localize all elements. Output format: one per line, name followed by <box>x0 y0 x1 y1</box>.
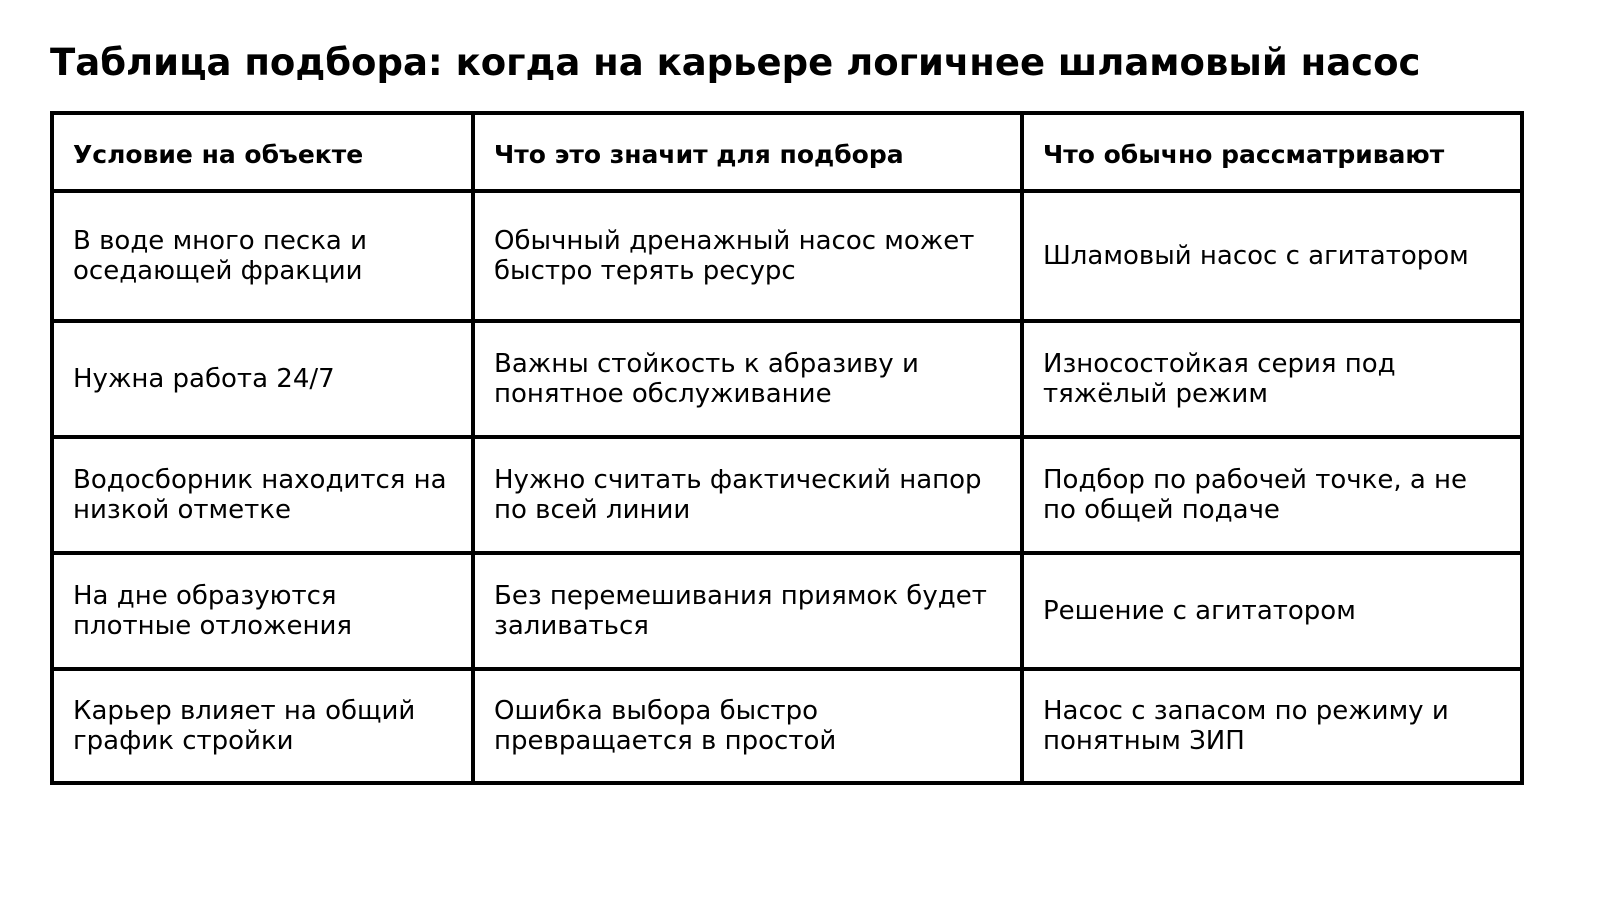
cell-recommendation: Решение с агитатором <box>1022 553 1522 669</box>
header-meaning: Что это значит для подбора <box>473 113 1022 191</box>
cell-recommendation: Насос с запасом по режиму и понятным ЗИП <box>1022 669 1522 783</box>
table-row <box>52 553 1522 669</box>
table-row <box>52 437 1522 553</box>
page-title: Таблица подбора: когда на карьере логичнее шламовый насос <box>50 41 1421 84</box>
cell-meaning: Ошибка выбора быстро превращается в простой <box>473 669 1022 783</box>
cell-meaning: Обычный дренажный насос может быстро терять ресурс <box>473 191 1022 321</box>
cell-meaning: Важны стойкость к абразиву и понятное обслуживание <box>473 321 1022 437</box>
table-row <box>52 191 1522 321</box>
cell-condition: Нужна работа 24/7 <box>52 321 473 437</box>
cell-recommendation: Шламовый насос с агитатором <box>1022 191 1522 321</box>
cell-condition: В воде много песка и оседающей фракции <box>52 191 473 321</box>
table-header-row <box>52 113 1522 191</box>
cell-condition: Карьер влияет на общий график стройки <box>52 669 473 783</box>
cell-condition: Водосборник находится на низкой отметке <box>52 437 473 553</box>
cell-condition: На дне образуются плотные отложения <box>52 553 473 669</box>
header-recommendation: Что обычно рассматривают <box>1022 113 1522 191</box>
cell-meaning: Без перемешивания приямок будет заливаться <box>473 553 1022 669</box>
table-row <box>52 321 1522 437</box>
table-row <box>52 669 1522 783</box>
cell-meaning: Нужно считать фактический напор по всей линии <box>473 437 1022 553</box>
selection-table <box>50 111 1524 785</box>
cell-recommendation: Износостойкая серия под тяжёлый режим <box>1022 321 1522 437</box>
header-condition: Условие на объекте <box>52 113 473 191</box>
cell-recommendation: Подбор по рабочей точке, а не по общей подаче <box>1022 437 1522 553</box>
